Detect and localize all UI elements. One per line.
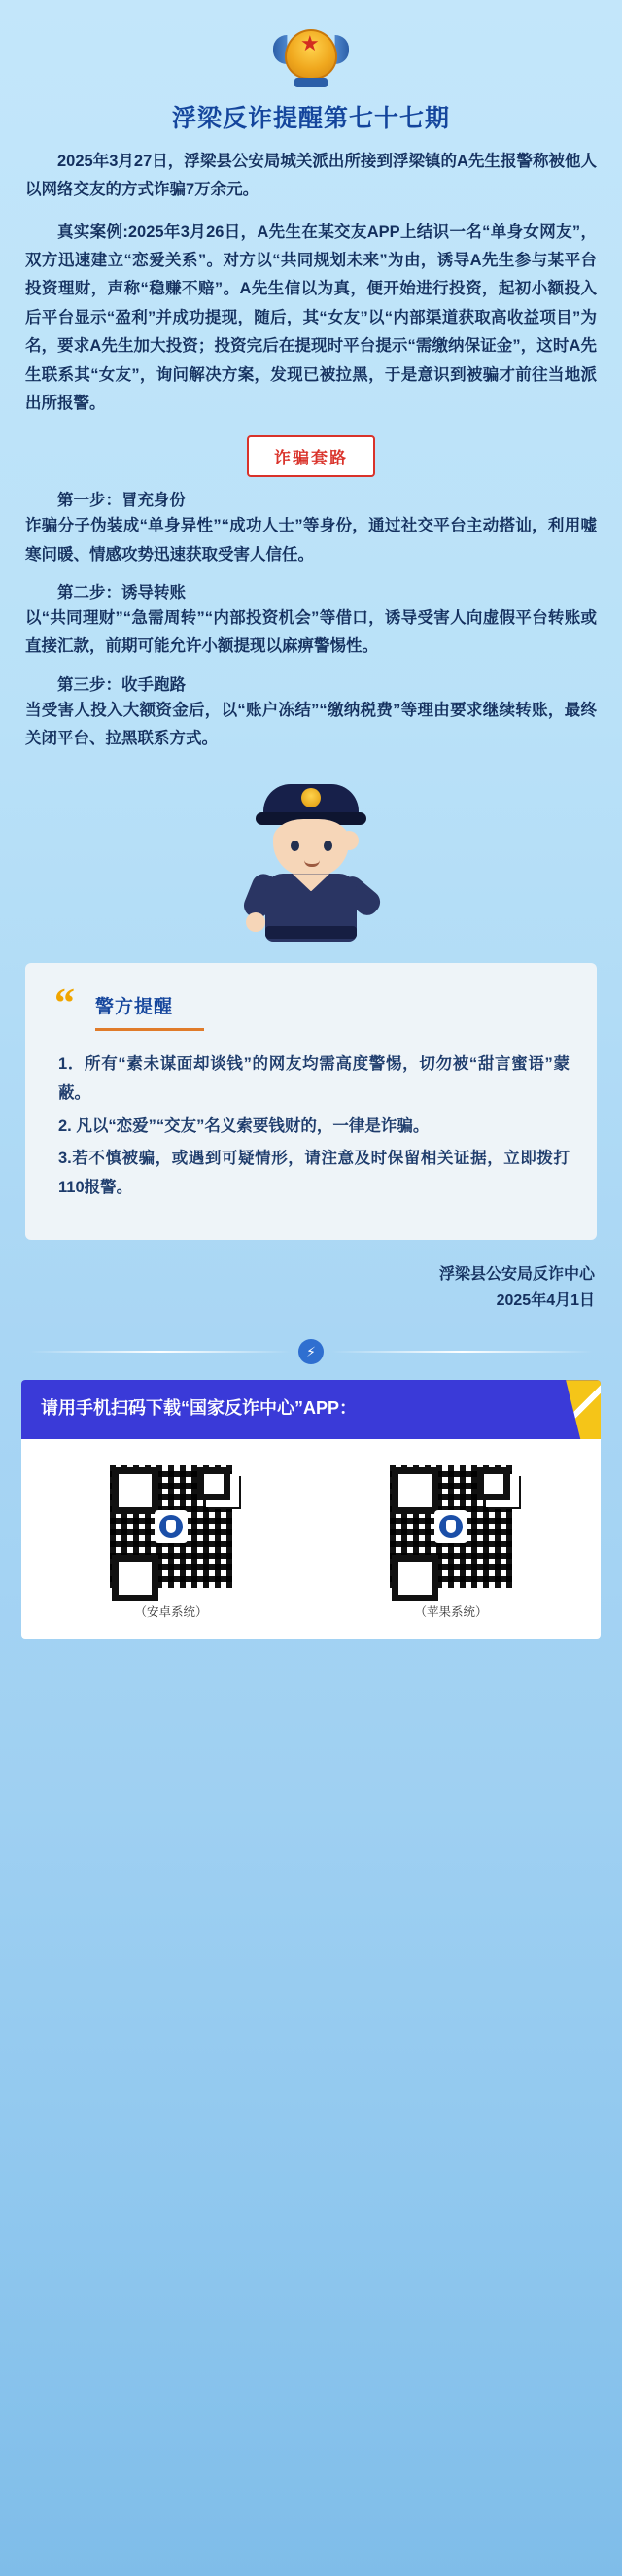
qr-center-logo-icon: [434, 1510, 467, 1543]
signature-block: [27, 1261, 595, 1314]
qr-corner-top-right: [197, 1467, 230, 1500]
section-banner-container: [25, 435, 597, 477]
qr-corner-top-right: [477, 1467, 510, 1500]
qr-code-icon[interactable]: [389, 1464, 513, 1589]
ribbon-decoration: [556, 1380, 601, 1439]
qr-column-android: [45, 1464, 296, 1620]
mascot-hat-badge-icon: [301, 788, 321, 807]
qr-block-footer-space: [21, 1626, 601, 1639]
divider-line-right: [331, 1351, 593, 1353]
mascot-container: [0, 780, 622, 945]
step-2-body: 以“共同理财”“急需周转”“内部投资机会”等借口，诱导受害人向虚假平台转账或直接汇款，前期可能允许小额提现以麻痹警惕性。: [25, 608, 597, 656]
mascot-hand-right: [339, 831, 359, 850]
step-1-title: 第一步：冒充身份: [57, 492, 186, 510]
tip-item-1: 1．所有“素未谋面却谈钱”的网友均需高度警惕，切勿被“甜言蜜语”蒙蔽。: [58, 1055, 570, 1103]
step-2: [25, 579, 597, 662]
qr-code-icon[interactable]: [109, 1464, 233, 1589]
qr-caption-ios: （苹果系统）: [414, 1605, 488, 1620]
qr-column-ios: [325, 1464, 576, 1620]
signature-date: 2025年4月1日: [496, 1292, 595, 1310]
section-banner: 诈骗套路: [247, 435, 375, 477]
mascot-hand-left: [246, 912, 265, 932]
mascot-belt: [265, 926, 357, 939]
police-emblem-icon: [273, 14, 349, 89]
divider-line-left: [29, 1351, 291, 1353]
case-detail-paragraph: 真实案例:2025年3月26日，A先生在某交友APP上结识一名“单身女网友”，双方迅速建立“恋爱关系”。对方以“共同规划未来”为由，诱导A先生参与某平台投资理财，声称“稳赚不赔”。A先生信以为真，便开始进行投资，起初小额投入后平台显示“盈利”并成功提现，随后，其“女友”以“内部渠道获取高收益项目”为名，要求A先生加大投资；投资完后在提现时平台提示“需缴纳保证金”，这时A先生联系其“女友”，询问解决方案，发现已被拉黑，于是意识到被骗才前往当地派出所报警。: [25, 223, 597, 412]
step-3: [25, 671, 597, 754]
tip-item-2: 2. 凡以“恋爱”“交友”名义索要钱财的，一律是诈骗。: [58, 1116, 430, 1135]
qr-download-block: [21, 1380, 601, 1639]
lightning-bolt-icon: ⚡: [298, 1339, 324, 1364]
step-1: [25, 487, 597, 569]
tip-card-title: 警方提醒: [95, 997, 174, 1018]
section-divider: [29, 1339, 593, 1364]
page-title: 浮梁反诈提醒第七十七期: [171, 105, 450, 132]
article-body: [0, 138, 622, 753]
tip-item-3: 3.若不慎被骗，或遇到可疑情形，请注意及时保留相关证据，立即拨打110报警。: [58, 1150, 570, 1197]
step-3-body: 当受害人投入大额资金后，以“账户冻结”“缴纳税费”等理由要求继续转账，最终关闭平台、拉黑联系方式。: [25, 701, 597, 748]
tip-card-underline: [95, 1028, 204, 1031]
quote-mark-icon: “: [54, 981, 75, 1027]
mascot-face: [273, 819, 349, 877]
qr-center-logo-icon: [155, 1510, 188, 1543]
qr-codes-row: [21, 1439, 601, 1626]
police-tip-card: [25, 963, 597, 1239]
step-3-title: 第三步：收手跑路: [57, 675, 186, 694]
qr-block-heading-bar: [21, 1380, 601, 1439]
emblem-base: [294, 78, 328, 87]
step-1-body: 诈骗分子伪装成“单身异性”“成功人士”等身份，通过社交平台主动搭讪，利用嘘寒问暖、情感攻势迅速获取受害人信任。: [25, 517, 597, 564]
qr-caption-android: （安卓系统）: [134, 1605, 208, 1620]
emblem-container: [0, 0, 622, 89]
step-2-title: 第二步：诱导转账: [57, 583, 186, 601]
intro-paragraph: 2025年3月27日，浮梁县公安局城关派出所接到浮梁镇的A先生报警称被他人以网络交友的方式诈骗7万余元。: [25, 153, 597, 199]
police-officer-mascot-icon: [238, 780, 384, 945]
signature-org: 浮梁县公安局反诈中心: [438, 1265, 595, 1283]
qr-block-heading: 请用手机扫码下载“国家反诈中心”APP：: [41, 1398, 358, 1419]
